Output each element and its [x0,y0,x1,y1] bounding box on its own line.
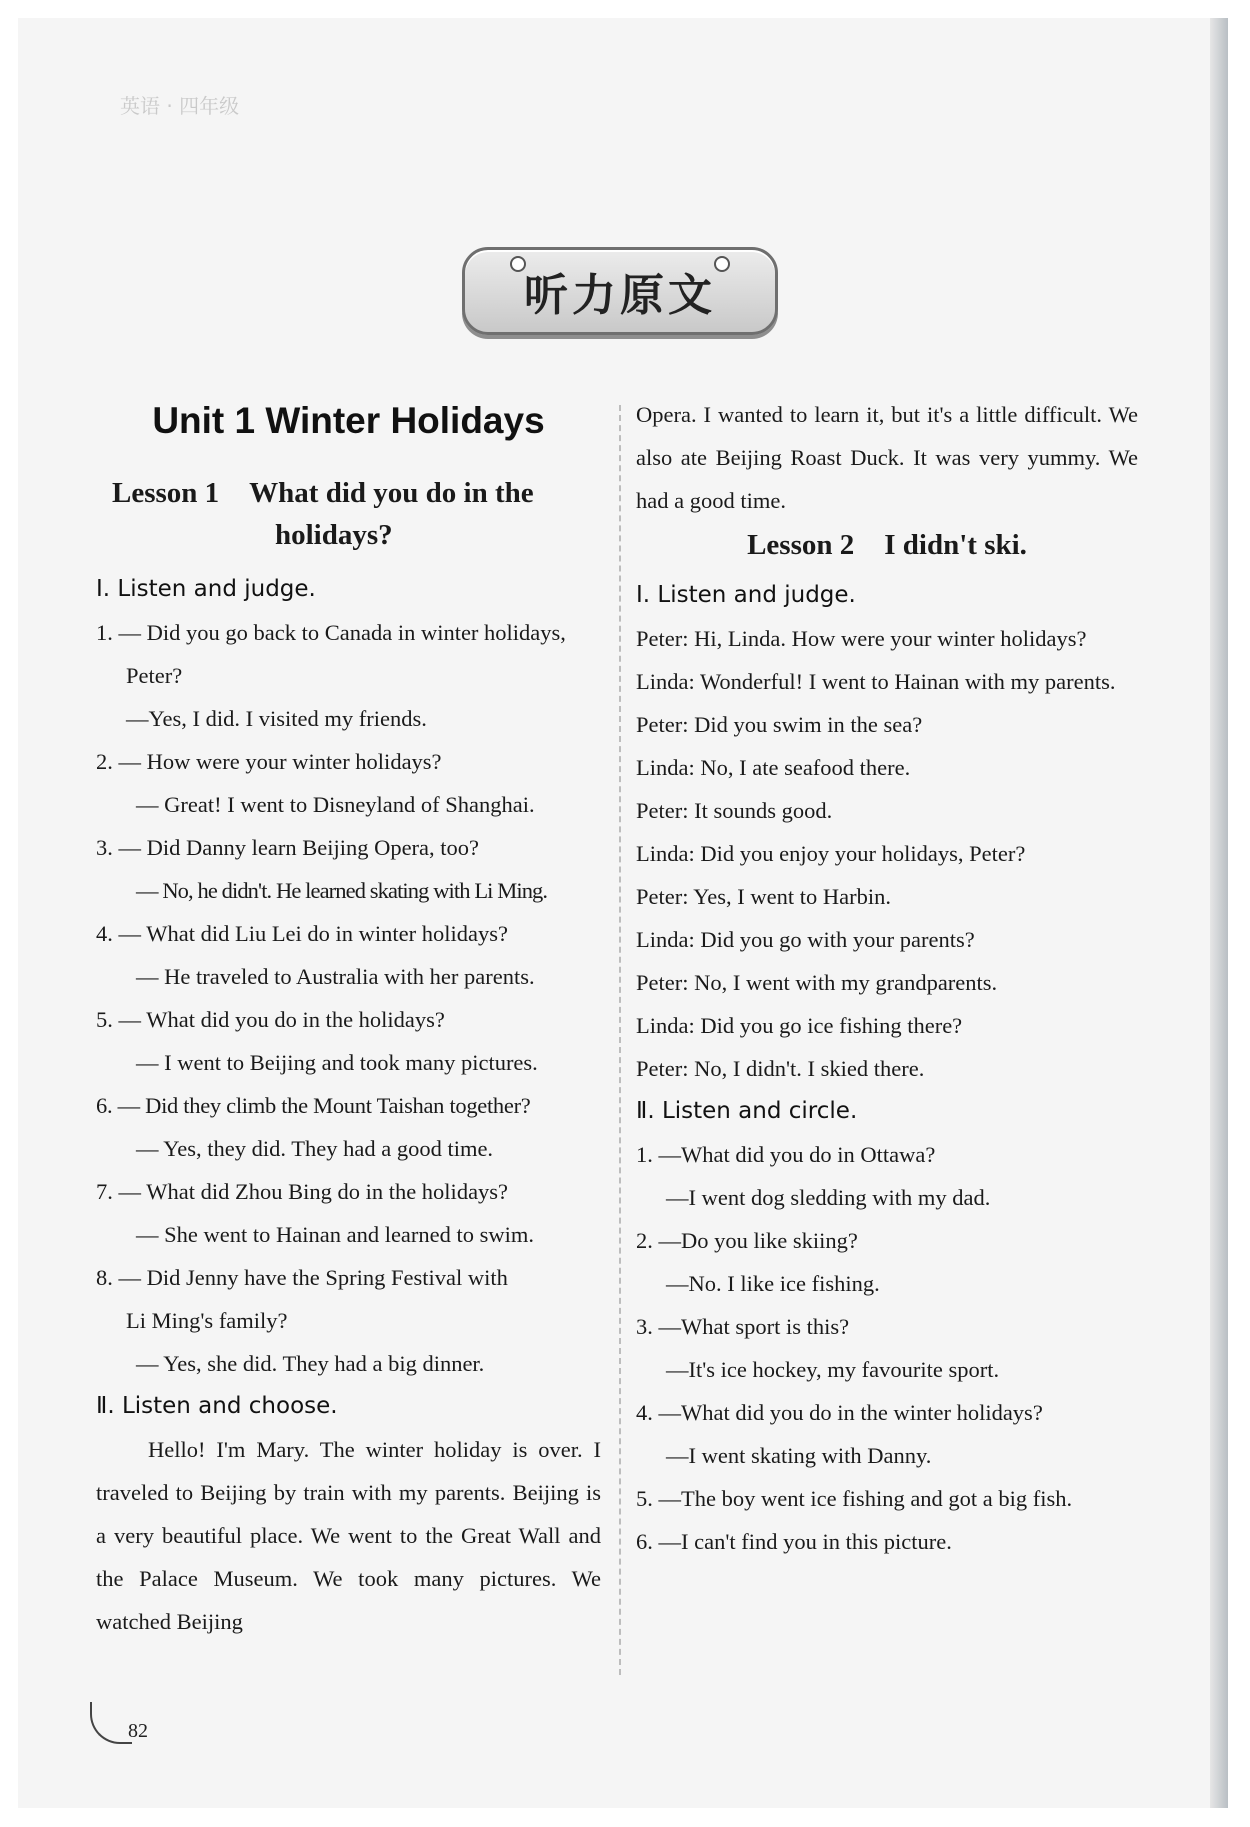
lesson1-number: Lesson 1 [112,477,220,509]
page-edge [1210,18,1228,1808]
lesson1-title [96,472,601,556]
passage-text: Hello! I'm Mary. The winter holiday is over. I traveled to Beijing by train with my parents. Beijing is a very beautiful place. We went to the Great Wall and the Palace Museum. We took many pictures. We watched Beijing [96,1437,601,1634]
question-line: 8. — Did Jenny have the Spring Festival with [96,1265,508,1290]
answer-line: — She went to Hainan and learned to swim. [136,1222,535,1247]
dialogue-line: Peter: Did you swim in the sea? [636,712,923,737]
answer-line: —Yes, I did. I visited my friends. [126,706,427,731]
section-listen-judge: Ⅰ. Listen and judge. [96,576,316,602]
lesson2-title [636,524,1138,566]
question-line: 4. — What did Liu Lei do in winter holidays? [96,921,509,946]
answer-line: — He traveled to Australia with her parents. [136,964,535,989]
page-number: 82 [128,1720,148,1742]
dialogue-line: Linda: Wonderful! I went to Hainan with my parents. [636,669,1116,694]
dialogue-line: Peter: Hi, Linda. How were your winter holidays? [636,626,1087,651]
dialogue-line: Peter: It sounds good. [636,798,833,823]
dialogue-line: Linda: No, I ate seafood there. [636,755,911,780]
dialogue-line: Peter: No, I went with my grandparents. [636,970,998,995]
banner-left-dot-icon [510,256,526,272]
dialogue-line: Peter: No, I didn't. I skied there. [636,1056,925,1081]
section-banner [462,247,778,335]
lesson1-title-line2: holidays? [275,519,393,551]
answer-line: —I went skating with Danny. [666,1443,932,1468]
question-line: 1. —What did you do in Ottawa? [636,1142,936,1167]
question-line: 5. — What did you do in the holidays? [96,1007,445,1032]
column-divider [619,405,621,1675]
banner-right-dot-icon [714,256,730,272]
unit-title: Unit 1 Winter Holidays [152,400,545,441]
passage-continued: Opera. I wanted to learn it, but it's a little difficult. We also ate Beijing Roast Duck. It was very yummy. We had a good time. [636,402,1138,513]
question-line-cont: Li Ming's family? [126,1308,288,1333]
dialogue-line: Linda: Did you go with your parents? [636,927,975,952]
dialogue-line: Linda: Did you enjoy your holidays, Peter? [636,841,1026,866]
dialogue-line: Peter: Yes, I went to Harbin. [636,884,891,909]
question-line: 3. — Did Danny learn Beijing Opera, too? [96,835,480,860]
answer-line: — I went to Beijing and took many pictures. [136,1050,538,1075]
question-line: 2. — How were your winter holidays? [96,749,442,774]
lesson1-title-line1: What did you do in the [249,477,534,509]
question-line: 1. — Did you go back to Canada in winter holidays, [96,620,566,645]
answer-line: — Yes, she did. They had a big dinner. [136,1351,485,1376]
answer-line: —No. I like ice fishing. [666,1271,880,1296]
header-ghost-text: 英语 · 四年级 [120,94,240,118]
question-line: 7. — What did Zhou Bing do in the holidays? [96,1179,509,1204]
question-line: 6. —I can't find you in this picture. [636,1529,952,1554]
section-listen-judge-2: Ⅰ. Listen and judge. [636,582,856,608]
question-line: 3. —What sport is this? [636,1314,850,1339]
answer-line: — Yes, they did. They had a good time. [136,1136,494,1161]
question-line: 5. —The boy went ice fishing and got a big fish. [636,1486,1073,1511]
banner-title: 听力原文 [524,270,716,321]
answer-line: —I went dog sledding with my dad. [666,1185,991,1210]
left-column [96,400,601,1643]
answer-line: — No, he didn't. He learned skating with Li Ming. [136,878,548,903]
question-line: 2. —Do you like skiing? [636,1228,858,1253]
section-listen-circle: Ⅱ. Listen and circle. [636,1098,858,1124]
question-line-cont: Peter? [126,663,183,688]
right-column [636,400,1138,1563]
lesson2-title-text: I didn't ski. [884,529,1027,561]
answer-line: — Great! I went to Disneyland of Shanghai. [136,792,535,817]
dialogue-line: Linda: Did you go ice fishing there? [636,1013,963,1038]
section-listen-choose: Ⅱ. Listen and choose. [96,1393,338,1419]
answer-line: —It's ice hockey, my favourite sport. [666,1357,1000,1382]
question-line: 6. — Did they climb the Mount Taishan together? [96,1093,531,1118]
question-line: 4. —What did you do in the winter holidays? [636,1400,1043,1425]
lesson2-number: Lesson 2 [747,529,855,561]
